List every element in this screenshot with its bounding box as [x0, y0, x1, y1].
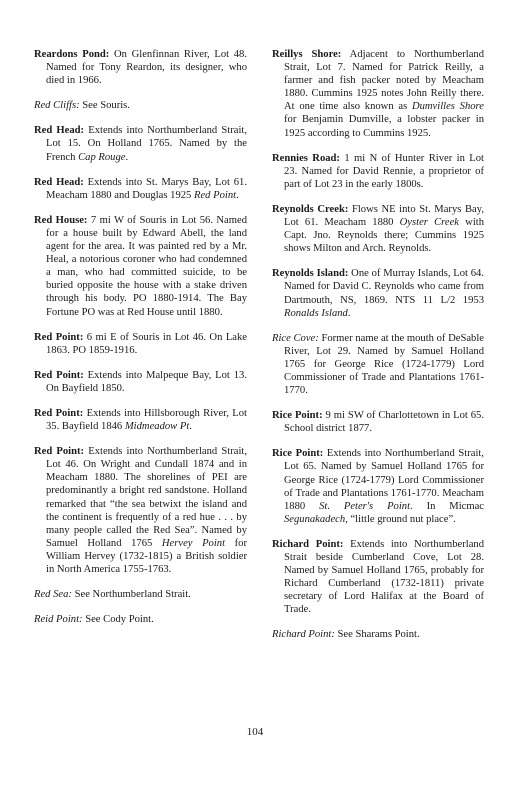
gazetteer-entry — [272, 267, 484, 319]
entry-text: On Glenfinnan River, Lot 48. Named for Tony Reardon, its designer, who died in 1966. — [46, 49, 247, 87]
gazetteer-entry — [272, 48, 484, 140]
entry-headword: Richard Point: — [272, 538, 344, 550]
entry-variant-name: Oyster Creek — [399, 217, 459, 229]
entry-variant-name: Midmeadow Pt — [124, 421, 190, 433]
entry-text: . In Micmac — [410, 500, 484, 512]
entry-variant-name: Red Point — [194, 189, 237, 201]
entry-text: with Capt. Jno. Reynolds there; Cummins 1925 shows Milton and Arch. Reynolds. — [284, 217, 485, 255]
entry-text: Extends into Malpeque Bay, Lot 13. On Bayfield 1850. — [46, 369, 247, 394]
entry-variant-name: Hervey Point — [161, 537, 226, 549]
entry-headword: Reynolds Creek: — [272, 203, 349, 215]
entry-headword: Rice Point: — [272, 448, 324, 460]
entry-text: for William Hervey (1732-1815) a British soldier in North America 1755-1763. — [46, 537, 247, 575]
gazetteer-entry — [34, 331, 247, 357]
entry-text: 7 mi W of Souris in Lot 56. Named for a house built by Edward Abell, the land agent for the area. It was painted red by a Mr. Heal, a notorious coroner who had condemned a man, who had committed suicide, to be buried opposite the house with a stake driven through his body. PO 1880-1914. The Bay Fortune PO was at Red House until 1880. — [46, 214, 247, 318]
entry-headword: Rice Cove: — [272, 332, 319, 344]
gazetteer-entry — [272, 332, 484, 397]
entry-headword: Red Head: — [34, 125, 85, 137]
gazetteer-entry — [34, 176, 247, 202]
entry-text: Extends into Northumberland Strait beside Cumberland Cove, Lot 28. Named by Samuel Holland 1765, probably for Richard Cumberland (1732-1811) private secretary of Lord Halifax at the Board of Trade. — [284, 538, 485, 616]
entry-text: See Souris. — [79, 100, 130, 112]
entry-text: Extends into Northumberland Strait, Lot 65. Named by Samuel Holland 1765 for George Rice (1724-1779) Lord Commissioner of Trade and Plantations 1761-1770. Meacham 1880 — [284, 448, 484, 512]
entry-variant-name: Ronalds Island — [284, 307, 348, 319]
entry-headword: Red House: — [34, 214, 88, 226]
entry-headword: Rice Point: — [272, 410, 323, 422]
entry-headword: Rennies Road: — [272, 152, 340, 164]
entry-text: Extends into Hillsborough River, Lot 35. Bayfield 1846 — [46, 407, 247, 433]
entry-text: for Benjamin Dumville, a lobster packer in 1925 according to Cummins 1925. — [284, 114, 484, 139]
entry-text: Extends into Northumberland Strait, Lot 46. On Wright and Cundall 1874 and in Meacham 1880. The shorelines of PEI are predominantly a bright red sandstone. Holland remarked that “the sea betwixt the island and the continent is frequently of a red hue . . . by many people called the Red Sea”. Named by Samuel Holland 1765 — [46, 446, 247, 549]
gazetteer-entry — [34, 445, 247, 576]
gazetteer-entry — [34, 124, 247, 163]
entry-text: . — [236, 189, 239, 201]
entry-headword: Red Sea: — [34, 589, 72, 601]
gazetteer-entry — [34, 99, 247, 112]
entry-headword: Reid Point: — [34, 614, 83, 626]
gazetteer-entry — [272, 152, 484, 191]
entry-headword: Reardons Pond: — [34, 49, 110, 60]
entry-headword: Red Head: — [34, 176, 84, 188]
gazetteer-entry — [272, 628, 484, 641]
gazetteer-entry — [272, 447, 484, 526]
entry-variant-name: Segunakadech — [284, 513, 346, 525]
entry-text: Adjacent to Northumberland Strait, Lot 7. Named for Patrick Reilly, a farmer and fish packer noted by Meacham 1880. Cummins 1925 notes John Reilly there. At one time also known as — [284, 49, 484, 113]
gazetteer-entry — [34, 214, 247, 319]
entry-text: 6 mi E of Souris in Lot 46. On Lake 1863. PO 1859-1916. — [46, 331, 247, 356]
entry-headword: Reillys Shore: — [272, 49, 342, 60]
entry-text: . — [347, 307, 351, 319]
entry-text: . — [125, 151, 129, 163]
entry-text: Flows NE into St. Marys Bay, Lot 61. Meacham 1880 — [284, 203, 484, 229]
entry-headword: Red Point: — [34, 446, 85, 458]
entry-text: See Sharams Point. — [334, 629, 420, 641]
entry-headword: Red Point: — [34, 331, 84, 343]
entry-variant-name: St. Peter's Point — [319, 500, 411, 512]
entry-text: Former name at the mouth of DeSable River, Lot 29. Named by Samuel Holland 1765 for George Rice (1724-1779) Lord Commissioner of Trade and Plantations 1761-1770. — [284, 332, 485, 397]
entry-text: . — [189, 421, 192, 433]
entry-headword: Reynolds Island: — [272, 268, 349, 280]
entry-text: One of Murray Islands, Lot 64. Named for David C. Reynolds who came from Dartmouth, NS, 1869. NTS 11 L/2 1953 — [284, 268, 484, 306]
entry-text: 9 mi SW of Charlottetown in Lot 65. School district 1877. — [284, 410, 484, 435]
right-column — [272, 48, 484, 654]
entry-text: See Northumberland Strait. — [71, 589, 191, 601]
gazetteer-entry — [34, 407, 247, 433]
left-column — [34, 48, 247, 638]
entry-variant-name: Dumvilles Shore — [411, 101, 484, 113]
entry-headword: Red Point: — [34, 407, 84, 419]
gazetteer-entry — [272, 203, 484, 255]
entry-text: Extends into Northumberland Strait, Lot 15. On Holland 1765. Named by the French — [46, 125, 247, 163]
entry-headword: Red Point: — [34, 369, 84, 381]
page-number: 104 — [246, 726, 264, 738]
gazetteer-entry — [272, 409, 484, 435]
gazetteer-entry — [34, 48, 247, 87]
gazetteer-entry — [34, 588, 247, 601]
gazetteer-entry — [34, 613, 247, 626]
entry-text: See Cody Point. — [82, 614, 154, 626]
gazetteer-entry — [34, 369, 247, 395]
entry-headword: Red Cliffs: — [34, 100, 80, 112]
entry-text: , “little ground nut place”. — [345, 513, 456, 525]
entry-text: Extends into St. Marys Bay, Lot 61. Meacham 1880 and Douglas 1925 — [46, 176, 247, 201]
entry-text: 1 mi N of Hunter River in Lot 23. Named for David Rennie, a proprietor of part of Lot 23 in the early 1800s. — [284, 152, 484, 190]
entry-variant-name: Cap Rouge — [78, 151, 126, 163]
entry-headword: Richard Point: — [272, 629, 335, 641]
gazetteer-entry — [272, 538, 484, 617]
